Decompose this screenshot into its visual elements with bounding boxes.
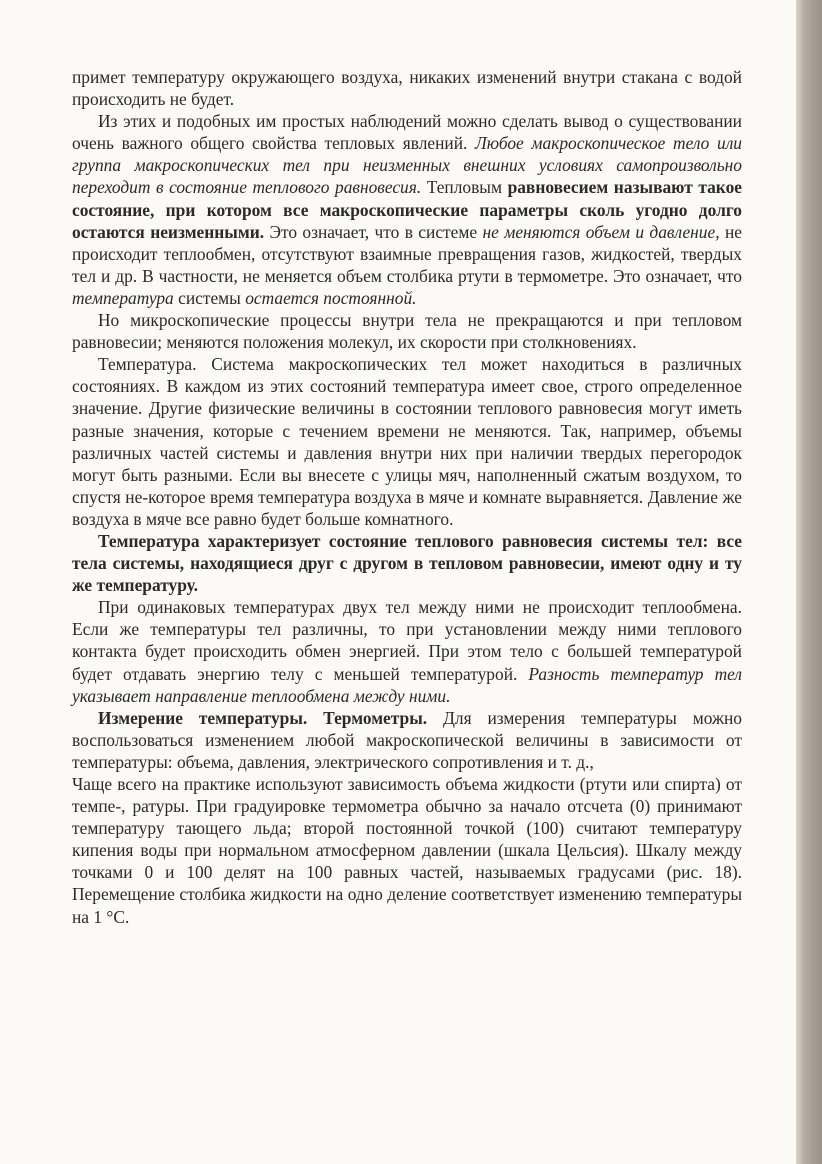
italic-text: температура (72, 287, 174, 308)
text-run: При одинаковых температурах двух тел между ними не происходит теплообмена. Если же температуры тел различны, то при установлении между ними теплового контакта будет происходить обмен энергией. При этом тело с большей температурой будет отдавать энергию телу с меньшей температурой. (72, 597, 742, 684)
text-run: Чаще всего на практике используют зависимость объема жидкости (ртути или спирта) от темпе-, ратуры. При градуировке термометра обычно за начало отсчета (0) принимают температуру тающего льда; второй постоянной точкой (100) считают температуру кипения воды при нормальном атмосферном давлении (шкала Цельсия). Шкалу между точками 0 и 100 делят на 100 равных частей, называемых градусами (рис. 18). Перемещение столбика жидкости на одно деление соответствует изменению температуры на 1 °С. (72, 774, 742, 927)
italic-text: остается постоянной. (245, 287, 417, 308)
page-edge-shadow (796, 0, 822, 1164)
text-run: Для измерения температуры можно воспользоваться изменением любой макроскопической величины в зависимости от температуры: объема, давления, электрического сопротивления и т. д., (72, 707, 742, 772)
bold-text: равновесием называют такое состояние, при котором все макроскопические параметры сколь угодно долго остаются неизменными. (72, 177, 742, 242)
paragraph-4 (72, 353, 742, 530)
paragraph-1 (72, 66, 742, 110)
text-run: Тепловым (421, 177, 508, 198)
bold-text: Измерение температуры. Термометры. (98, 707, 428, 728)
italic-text: не меняются объем и давление, (482, 221, 720, 242)
text-run: примет температуру окружающего воздуха, никаких изменений внутри стакана с водой происходить не будет. (72, 67, 742, 110)
paragraph-3 (72, 309, 742, 353)
paragraph-7 (72, 707, 742, 773)
text-run: Но микроскопические процессы внутри тела не прекращаются и при тепловом равновесии; меняются положения молекул, их скорости при столкновениях. (72, 310, 742, 353)
italic-text: Разность температур тел указывает направление теплообмена между ними. (72, 663, 742, 706)
paragraph-6 (72, 596, 742, 706)
text-run: не происходит теплообмен, отсутствуют взаимные превращения газов, жидкостей, твердых тел и др. В частности, не меняется объем столбика ртути в термометре. Это означает, что (72, 221, 742, 286)
bold-text: Температура характеризует состояние теплового равновесия системы тел: все тела системы, находящиеся друг с другом в тепловом равновесии, имеют одну и ту же температуру. (72, 530, 742, 596)
paragraph-8 (72, 773, 742, 928)
paragraph-2 (72, 110, 742, 309)
text-run: системы (173, 287, 246, 308)
italic-text: Любое макроскопическое тело или группа макроскопических тел при неизменных внешних условиях самопроизвольно переходит в состояние теплового равновесия. (72, 133, 742, 198)
text-run: Это означает, что в системе (264, 221, 483, 242)
body-text (72, 66, 742, 928)
text-run: Из этих и подобных им простых наблюдений можно сделать вывод о существовании очень важного общего свойства тепловых явлений. (72, 111, 742, 154)
paragraph-5 (72, 530, 742, 596)
text-run: Температура. Система макроскопических тел может находиться в различных состояниях. В каждом из этих состояний температура имеет свое, строго определенное значение. Другие физические величины в состоянии теплового равновесия могут иметь разные значения, которые с течением времени не меняются. Так, например, объемы различных частей системы и давления внутри них при наличии твердых перегородок могут быть разными. Если вы внесете с улицы мяч, наполненный сжатым воздухом, то спустя не-которое время температура воздуха в мяче и комнате выравняется. Давление же воздуха в мяче все равно будет больше комнатного. (72, 354, 742, 529)
